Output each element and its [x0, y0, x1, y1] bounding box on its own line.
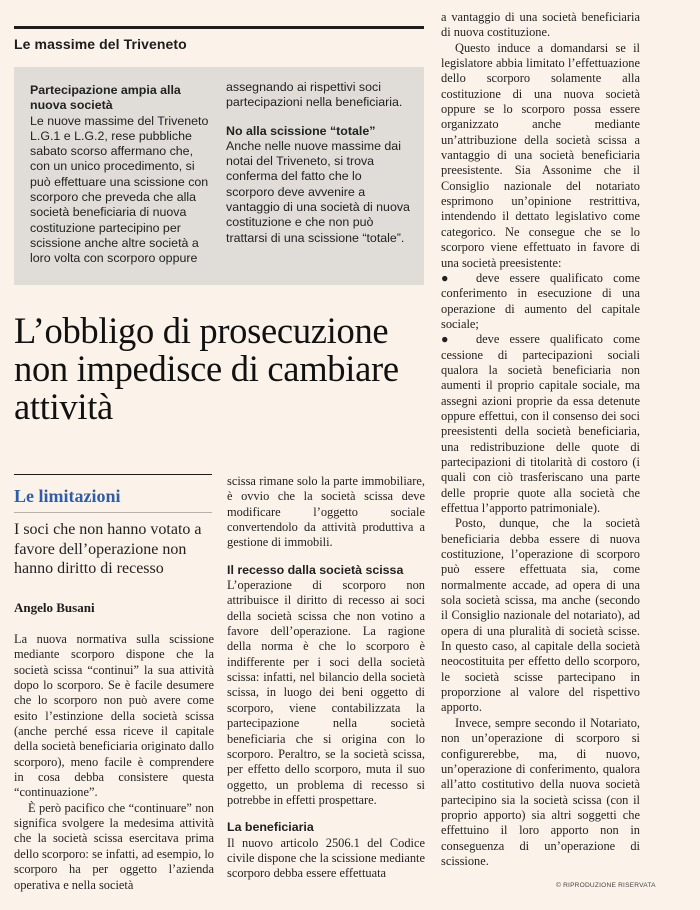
box-text-2: assegnando ai rispettivi soci partecipazioni nella beneficiaria. — [226, 80, 403, 110]
section-top-rule — [14, 26, 424, 29]
limitazioni-label: Le limitazioni — [14, 486, 121, 506]
bullet-item — [441, 332, 640, 516]
article-column-1 — [14, 632, 214, 893]
headline: L’obbligo di prosecuzione non impedisce di cambiare attività — [14, 310, 399, 427]
subsection-heading-recesso: Il recesso dalla società scissa — [227, 562, 404, 577]
box-heading-2: No alla scissione “totale” — [226, 123, 376, 138]
limitazioni-top-rule — [14, 474, 212, 475]
subheadline: I soci che non hanno votato a favore dell’operazione non hanno diritto di recesso — [14, 521, 202, 577]
section-title: Le massime del Triveneto — [14, 36, 187, 52]
box-text-1: Le nuove massime del Triveneto L.G.1 e L.G.2, rese pubbliche sabato scorso affermano che, con un unico procedimento, si può effettuare una scissione con scorporo che preveda che alla società beneficiaria di nuova costituzione partecipino per scissione anche altre società a loro volta con scorporo oppure — [30, 113, 209, 266]
box-column-1 — [30, 83, 216, 267]
bullet-icon: ● — [441, 270, 456, 285]
copyright-notice: © RIPRODUZIONE RISERVATA — [556, 882, 656, 889]
article-paragraph: È però pacifico che “continuare” non significa svolgere la medesima attività che la società scissa esercitava prima dello scorporo: se infatti, ad esempio, lo scorporo ha per oggetto l’azienda operativa e nella società — [14, 800, 214, 892]
article-paragraph: Invece, sempre secondo il Notariato, non un’operazione di scorporo si configurerebbe, ma, di nuovo, un’operazione di conferimento, qualora all’atto costitutivo della nuova società partecipino sia la società scissa (con il proprio apporto) sia altri soggetti che effettuino il loro apporto non in conseguenza di un’operazione di scissione. — [441, 715, 640, 868]
bullet-text: deve essere qualificato come conferimento in esecuzione di una operazione di aumento del capitale sociale; — [441, 270, 641, 331]
article-column-3 — [441, 10, 640, 869]
sidebar-box — [14, 67, 424, 285]
article-paragraph: Questo induce a domandarsi se il legislatore abbia limitato l’effettuazione dello scorporo solamente alla costituzione di una nuova società oppure se lo scorporo possa essere organizzato anche mediante un’attribuzione della società scissa a vantaggio di una società beneficiaria preesistente. Sia Assonime che il Consiglio nazionale del notariato esprimono un’opinione restrittiva, intendendo il dettato legislativo come categorico. Ne consegue che se lo scorporo viene effettuato in favore di una società preesistente: — [441, 40, 640, 270]
author-byline: Angelo Busani — [14, 600, 95, 615]
box-heading-1: Partecipazione ampia alla nuova società — [30, 83, 181, 113]
subsection-heading-beneficiaria: La beneficiaria — [227, 820, 314, 835]
bullet-icon: ● — [441, 332, 456, 347]
limitazioni-divider — [14, 512, 212, 513]
article-paragraph: L’operazione di scorporo non attribuisce il diritto di recesso ai soci della società scissa che non votino a favore dell’operazione. La ragione della norma è che lo scorporo è indifferente per i soci della società scissa: infatti, nel bilancio della società scissa, in luogo dei beni oggetto di scorporo, viene contabilizzata la partecipazione nella società beneficiaria che si origina con lo scorporo. Peraltro, se la società scissa, per effetto dello scorporo, muta il suo oggetto, un problema di recesso si potrebbe in effetti prospettare. — [227, 578, 425, 807]
article-paragraph: scissa rimane solo la parte immobiliare, è ovvio che la società scissa deve modificare l’oggetto sociale convertendolo da attività produttiva a gestione di immobili. — [227, 474, 425, 550]
article-paragraph: Il nuovo articolo 2506.1 del Codice civile dispone che la scissione mediante scorporo debba essere effettuata — [227, 835, 425, 881]
bullet-text: deve essere qualificato come cessione di partecipazioni sociali qualora la società beneficiaria non aumenti il proprio capitale sociale, ma assegni azioni proprie da essa detenute oppure effettui, con il consenso dei soci preesistenti della società beneficiaria, una redistribuzione delle quote di partecipazioni di titolarità di costoro (i quali con ciò trasferiscano una parte delle proprie quote alla società che effettua l’apporto patrimoniale). — [441, 332, 641, 515]
article-column-2 — [227, 474, 425, 882]
box-column-2 — [226, 80, 412, 246]
article-paragraph: La nuova normativa sulla scissione mediante scorporo dispone che la società scissa “continui” la sua attività dopo lo scorporo. Se è facile desumere che lo scorporo non può avere come esito l’estinzione della società scissa (anche perché essa riceve il capitale della società beneficiaria originato dallo scorporo), meno facile è comprendere in cosa debba consistere questa “continuazione”. — [14, 632, 214, 800]
article-paragraph: Posto, dunque, che la società beneficiaria debba essere di nuova costituzione, l’operazione di scorporo può essere effettuata sia, come normalmente accade, ad opera di una sola società scissa, ma anche (secondo il Consiglio nazionale del notariato), ad opera di una pluralità di società scisse. In questo caso, al capitale della società neocostituita per effetto dello scorporo, le società scisse partecipano in proporzione al valore del rispettivo apporto. — [441, 516, 640, 715]
article-paragraph: a vantaggio di una società beneficiaria di nuova costituzione. — [441, 10, 640, 40]
box-text-3: Anche nelle nuove massime dai notai del Triveneto, si trova conferma del fatto che lo scorporo deve avvenire a vantaggio di una società di nuova costituzione e che non può trattarsi di una scissione “totale”. — [226, 138, 410, 245]
bullet-item — [441, 271, 640, 332]
